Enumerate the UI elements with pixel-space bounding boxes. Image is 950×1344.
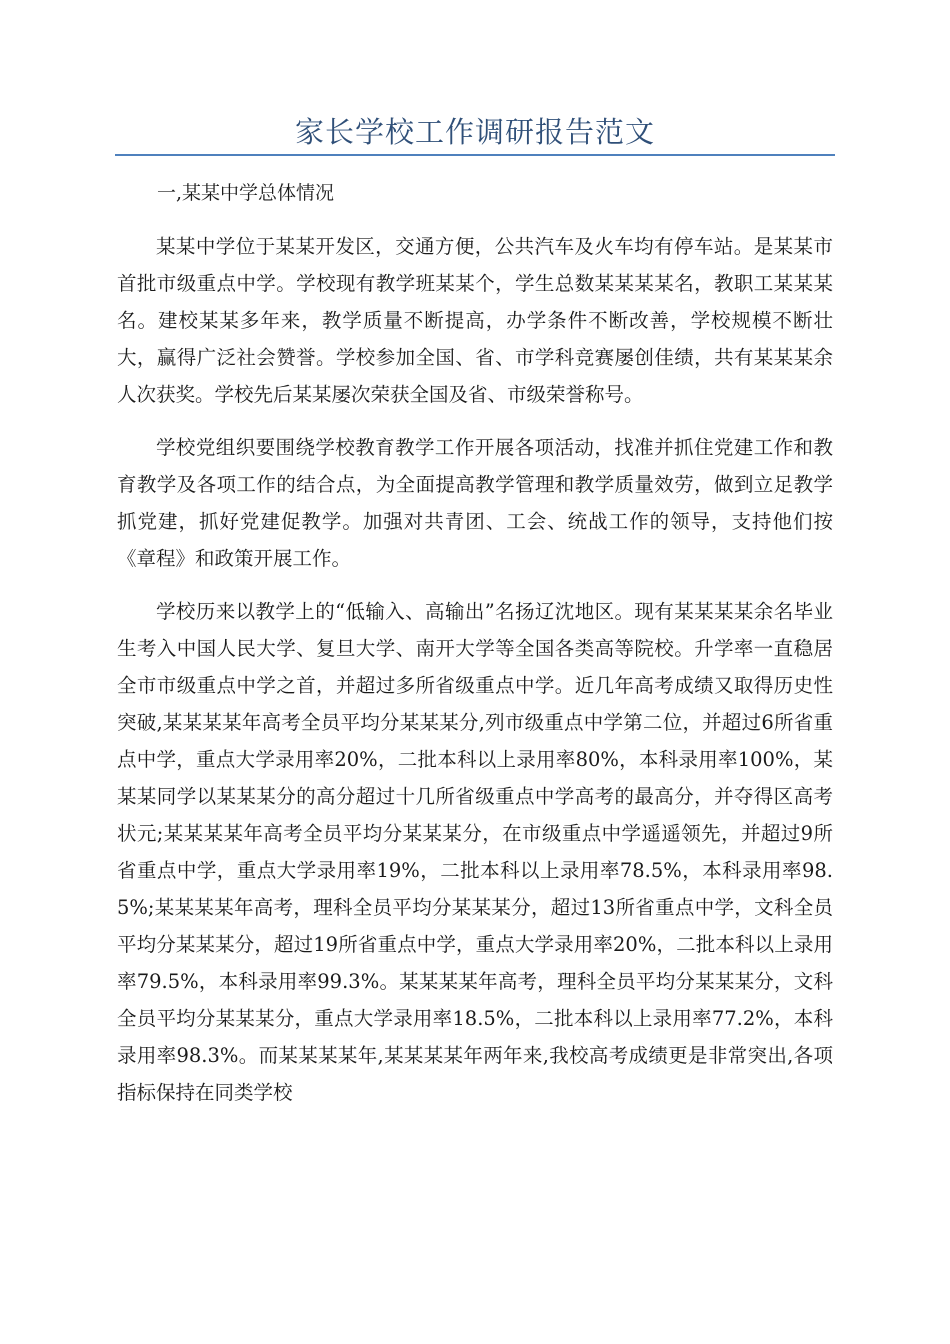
document-body — [117, 175, 833, 1111]
title-underline — [115, 154, 835, 156]
paragraph-2: 学校党组织要围绕学校教育教学工作开展各项活动，找准并抓住党建工作和教育教学及各项工作的结合点，为全面提高教学管理和教学质量效劳，做到立足教学抓党建，抓好党建促教学。加强对共青团、工会、统战工作的领导，支持他们按《章程》和政策开展工作。 — [117, 436, 833, 570]
paragraph-3: 学校历来以教学上的“低输入、高输出”名扬辽沈地区。现有某某某某余名毕业生考入中国人民大学、复旦大学、南开大学等全国各类高等院校。升学率一直稳居全市市级重点中学之首，并超过多所省级重点中学。近几年高考成绩又取得历史性突破,某某某某年高考全员平均分某某某分,列市级重点中学第二位，并超过6所省重点中学，重点大学录用率20%，二批本科以上录用率80%，本科录用率100%，某某某同学以某某某分的高分超过十几所省级重点中学高考的最高分，并夺得区高考状元;某某某某年高考全员平均分某某某分，在市级重点中学遥遥领先，并超过9所省重点中学，重点大学录用率19%，二批本科以上录用率78.5%，本科录用率98.5%;某某某某年高考，理科全员平均分某某某分，超过13所省重点中学，文科全员平均分某某某分，超过19所省重点中学，重点大学录用率20%，二批本科以上录用率79.5%，本科录用率99.3%。某某某某年高考，理科全员平均分某某某分，文科全员平均分某某某分，重点大学录用率18.5%，二批本科以上录用率77.2%，本科录用率98.3%。而某某某某年,某某某某年两年来,我校高考成绩更是非常突出,各项指标保持在同类学校 — [117, 600, 833, 1104]
section-heading: 一,某某中学总体情况 — [157, 182, 335, 204]
paragraph-1: 某某中学位于某某开发区，交通方便，公共汽车及火车均有停车站。是某某市首批市级重点中学。学校现有教学班某某个，学生总数某某某某名，教职工某某某名。建校某某多年来，教学质量不断提高，办学条件不断改善，学校规模不断壮大，赢得广泛社会赞誉。学校参加全国、省、市学科竞赛屡创佳绩，共有某某某余人次获奖。学校先后某某屡次荣获全国及省、市级荣誉称号。 — [117, 235, 833, 406]
page-title: 家长学校工作调研报告范文 — [294, 115, 655, 149]
